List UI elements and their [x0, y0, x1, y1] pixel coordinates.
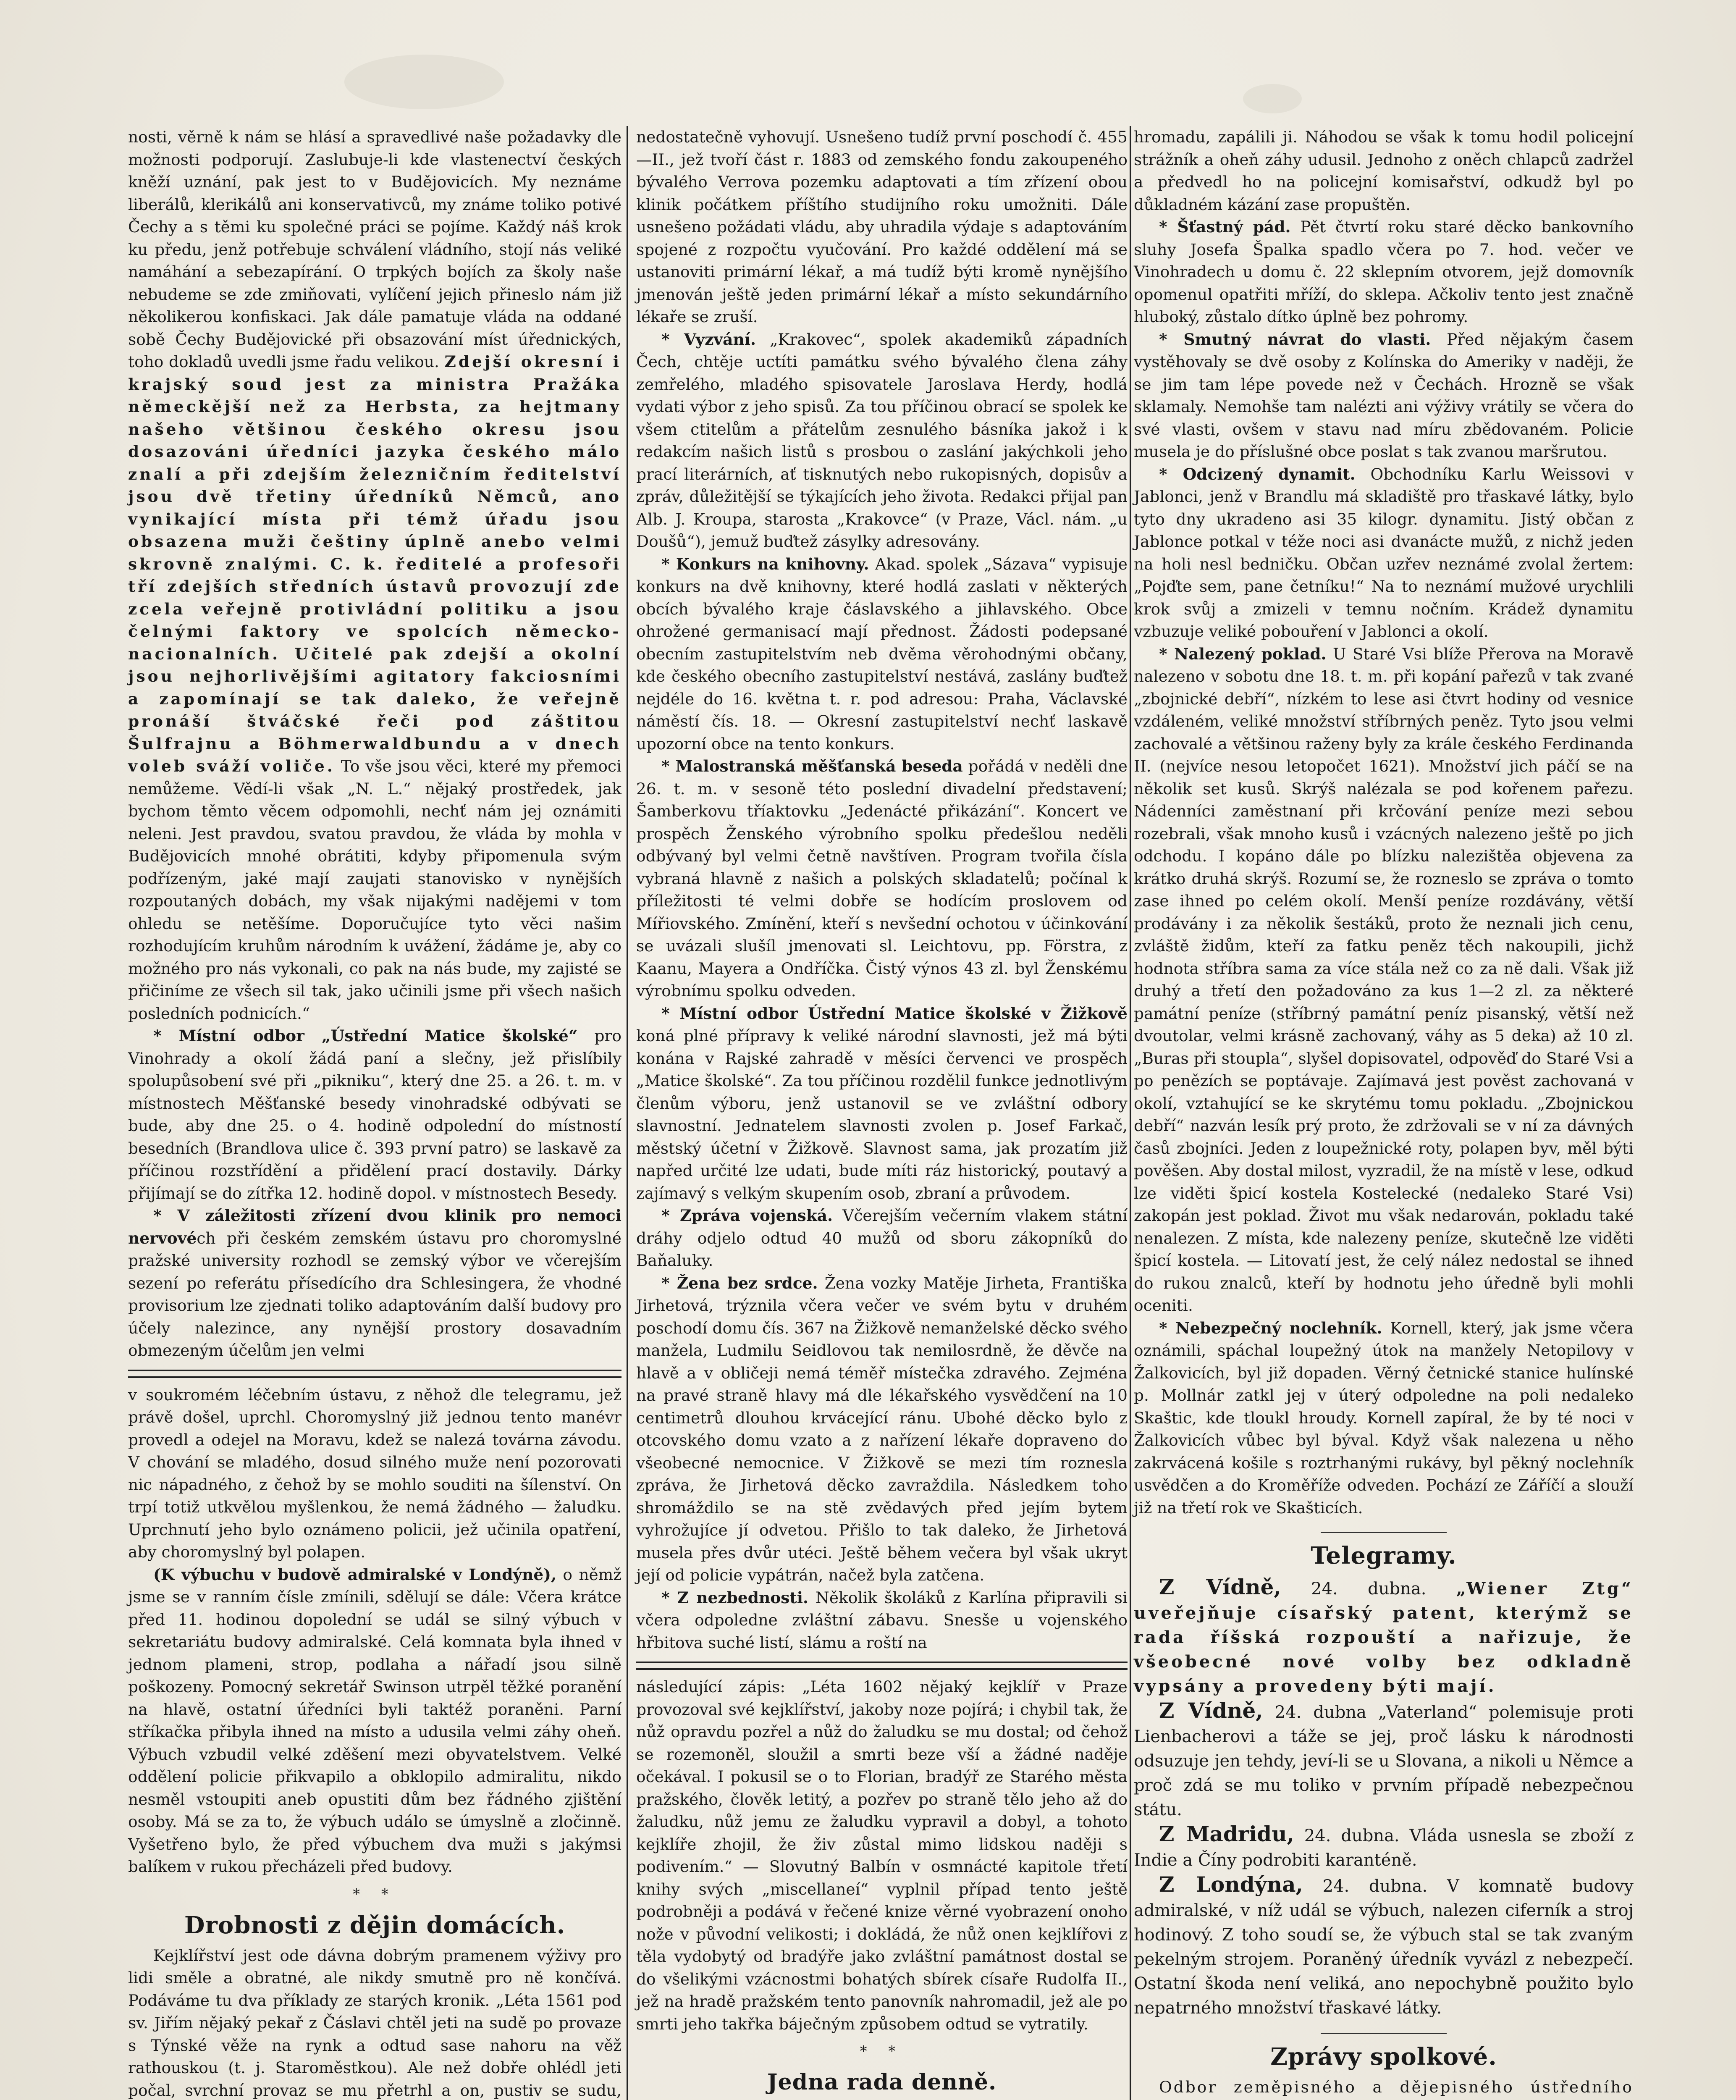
column-rule-2 — [1130, 126, 1131, 2100]
news-item — [1134, 643, 1634, 1317]
telegram-item — [1134, 1822, 1634, 1872]
telegram-location: Z Vídně, — [1159, 1698, 1263, 1723]
news-item-text: pořádá v neděli dne 26. t. m. v sesoně této poslední divadelní představení; Šamberkovu tříaktovku „Jedenácté přikázání“. Koncert ve prospěch Ženského výrobního spolku předešlou neděli odbývaný byl velmi četně navštíven. Program tvořila čísla vybraná hlavně z našich a polských skladatelů; počínal k příležitosti té velmi dobře se hodícím proslovem od Mířiovského. Zmínění, kteří s nevšední ochotou v účinkování se uvázali slušíl jmenovati sl. Leichtovu, pp. Förstra, z Kaanu, Mayera a Ondříčka. Čistý výnos 43 zl. byl Ženskému výrobnímu spolku odveden. — [636, 757, 1128, 1000]
section-heading: Drobnosti z dějin domácích. — [184, 1911, 566, 1939]
news-item-lead: * Z nezbednosti. — [661, 1588, 808, 1607]
news-item-text: ch při českém zemském ústavu pro choromyslné pražské university rozhodl se zemský výbor ve včerejším sezení po referátu přísedícího dra Schlesingera, že vhodné provisorium lze zjednati toliko adaptováním další budovy pro účely nalezince, any nynější prostory dosavadním obmezeným účelům jen velmi — [128, 1228, 621, 1360]
telegram-location: Z Londýna, — [1159, 1872, 1303, 1897]
telegram-text: „Wiener Ztg“ uveřejňuje císařský patent, kterýmž se rada říšská rozpouští a nařizuje, že všeobecné nové volby bez odkladně vypsány a provedeny býti mají. — [1134, 1579, 1634, 1696]
news-item — [636, 1587, 1128, 1654]
article-text: nosti, věrně k nám se hlásí a spravedlivé naše požadavky dle možnosti podporují. Zaslubuje-li kde vlastenectví českých kněží uznání, pak jest to v Budějovicích. My neznáme liberálů, klerikálů ani konservativců, my známe toliko potivé Čechy a s těmi ku společné práci se pojíme. Každý náš krok ku předu, jenž potřebuje schválení vládního, stojí nás veliké namáhání a sebezapírání. O trpkých bojích za školy naše nebudeme se zde zmiňovati, vylíčení jejich přineslo nám již několikerou konfiskaci. Jak dále pamatuje vláda na oddané sobě Čechy Budějovické při obsazování míst úřednických, toho dokladů uvedli jsme řadu velikou. — [128, 128, 621, 371]
news-item-lead: * Šťastný pád. — [1159, 218, 1291, 236]
society-notice — [1134, 2076, 1634, 2100]
section-rule — [128, 1370, 621, 1378]
section-heading: Zprávy spolkové. — [1270, 2043, 1497, 2071]
news-item — [128, 1564, 621, 1878]
news-item — [1134, 328, 1634, 463]
section-heading: Jedna rada denně. — [767, 2069, 997, 2095]
news-item — [1134, 216, 1634, 328]
column-2 — [636, 126, 1128, 2100]
news-item — [1134, 126, 1634, 216]
feuilleton-body: Kejklířství jest ode dávna dobrým pramenem výživy pro lidi směle a obratné, ale nikdy smutně pro ně končívá. Podáváme tu dva příklady ze starých kronik. „Léta 1561 pod sv. Jiřím nějaký pekař z Čáslavi chtěl jeti na sudě po provaze s Týnské věže na rynk a odtud sase nahoru na věž rathouskou (t. j. Staroměstkou). Ale než dobře ohlédl jeti počal, svrchní provaz se mu přetrhl a on, pustiv se sudu, — [128, 1946, 621, 2100]
news-item — [636, 1205, 1128, 1272]
section-stars: * * — [353, 1885, 397, 1903]
news-item-lead: * Konkurs na knihovny. — [661, 554, 869, 573]
news-item-text: Pět čtvrtí roku staré děcko bankovního sluhy Josefa Špalka spadlo včera po 7. hod. večer ve Vinohradech u domu č. 22 sklepním otvorem, jejž domovník opomenul opatřiti mříží, do sklepa. Ačkoliv tento jest značně hluboký, zůstalo dítko úplně bez pohromy. — [1134, 218, 1634, 326]
news-item-text: Akad. spolek „Sázava“ vypisuje konkurs na dvě knihovny, které hodlá zaslati v některých obcích bývalého kraje čáslavského a jihlavského. Obce ohrožené germanisací mají přednost. Žádosti podepsané obecním zastupitelstvím neb dvěma věrohodnými občany, kde českého obecního zastupitelství nestává, zaslány buďtež nejdéle do 16. května t. r. pod adresou: Praha, Václavské náměstí čís. 18. — Okresní zastupitelství nechť laskavě upozorní obce na tento konkurs. — [636, 554, 1128, 753]
news-item — [636, 1003, 1128, 1205]
telegram-text: „Vaterland“ polemisuje proti Lienbacherovi a táže se jej, proč lásku k národnosti odsuzuje jen tehdy, jeví-li se u Slovana, a nikoli u Němce a proč zdá se mu toliko v prvním případě nebezpečnou státu. — [1134, 1703, 1634, 1819]
news-item-text: v soukromém léčebním ústavu, z něhož dle telegramu, jež právě došel, uprchl. Choromyslný již jednou tento manévr provedl a odejel na Moravu, kdež se nalezá továrna závodu. V chování se mladého, dosud silného muže není pozorovati nic nápadného, z čehož by se mohlo souditi na šílenství. On trpí totiž utkvělou myšlenkou, že nemá žádného — žaludku. Uprchnutí jeho bylo oznámeno policii, jež učinila opatření, aby choromyslný byl polapen. — [128, 1385, 621, 1561]
news-item-text: Několik školáků z Karlína připravili si včera odpoledne zvláštní zábavu. Snesše u vojenského hřbitova suché listí, slámu a roští na — [636, 1588, 1128, 1652]
telegram-location: Z Vídně, — [1159, 1575, 1281, 1599]
news-item-text: Obchodníku Karlu Weissovi v Jablonci, jenž v Brandlu má skladiště pro třaskavé látky, bylo tyto dny ukradeno asi 35 kilogr. dynamitu. Jistý občan z Jablonce potkal v téže noci asi dvanácte mužů, z nichž jeden na holi nesl bedničku. Občan uzřev neznámé zvolal žertem: „Pojďte sem, pane četníku!“ Na to neznámí mužové urychlili krok svůj a zmizeli v temnu nočním. Krádež dynamitu vzbuzuje veliké pobouření v Jablonci a okolí. — [1134, 465, 1634, 640]
news-item-text: Žena vozky Matěje Jirheta, Františka Jirhetová, trýznila včera večer ve svém bytu v druhém poschodí domu čís. 367 na Žižkově nemanželské děcko svého manžela, Ludmilu Seidlovou tak nemilosrdně, že děvče na hlavě a v obličeji nemá téměř místečka zdravého. Zejména na pravé straně hlavy má dle lékařského vysvědčení na 10 centimetrů dlouhou krvácející ránu. Ubohé děcko bylo z otcovského domu vzato a z nařízení lékaře dopraveno do všeobecné nemocnice. V Žižkově se mezi tím roznesla zpráva, že Jirhetová děcko zavraždila. Následkem toho shromáždilo se na stě zvědavých před jejím bytem vyhrožujíce jí odvetou. Přišlo to tak daleko, že Jirhetová musela přes dvůr utéci. Ještě během večera byl však ukryt její od policie vypátrán, načež byla zatčena. — [636, 1273, 1128, 1584]
article-paragraph — [128, 126, 621, 1025]
news-item — [636, 553, 1128, 756]
news-item-text: „Krakovec“, spolek akademiků západních Čech, chtěje uctíti památku svého bývalého člena záhy zemřelého, mladého spisovatele Jaroslava Herdy, hodlá vydati výbor z jeho spisů. Za tou příčinou obrací se spolek ke všem ctitelům a přátelům zesnulého básníka jakož i k redakcím našich listů s prosbou o zaslání jakýchkoli jeho prací literárních, ať tisknutých nebo rukopisných, dopisův a zpráv, důležitější se týkajících jeho života. Redakci přijal pan Alb. J. Kroupa, starosta „Krakovce“ (v Praze, Václ. nám. „u Doušů“), jemuž buďtež zásylky adresovány. — [636, 330, 1128, 551]
news-item-text: koná plné přípravy k veliké národní slavnosti, jež má býti konána v Rajské zahradě v měsíci červenci ve prospěch „Matice školské“. Za tou příčinou rozdělil funkce jednotlivým členům výboru, jenž ustanovil se ve zvláštní odbory slavnostní. Jednatelem slavnosti zvolen p. Josef Farkač, městský účetní v Žižkově. Slavnost sama, jak prozatím již napřed určité lze udati, bude míti ráz historický, poutavý a zajímavý s velkým skupením osob, zbraní a průvodem. — [636, 1026, 1128, 1202]
section-heading: Telegramy. — [1311, 1542, 1457, 1570]
article-text-spaced: Zdejší okresní i krajský soud jest za ministra Pražáka německější než za Herbsta, za hejtmany našeho většinou českého okresu jsou dosazováni úředníci jazyka českého málo znalí a při zdejším železničním ředitelství jsou dvě třetiny úředníků Němců, ano vynikající místa při témž úřadu jsou obsazena muži češtiny úplně anebo velmi skrovně znalými. C. k. ředitelé a profesoři tří zdejších středních ústavů provozují zde zcela veřejně protivládní politiku a jsou čelnými faktory ve spolcích německo-nacionalních. Učitelé pak zdejší a okolní jsou nejhorlivějšími agitatory fakciosními a zapomínají se tak daleko, že veřejně pronáší štváčské řeči pod záštitou Šulfrajnu a Böhmerwaldbundu a v dnech voleb sváží voliče. — [128, 352, 621, 775]
page-stain — [344, 55, 504, 109]
news-item-text: o němž jsme se v ranním čísle zmínili, sdělují se dále: Včera krátce před 11. hodinou dopolední se udál se silný výbuch v sekretariátu budovy admiralské. Celá komnata byla ihned v jednom plameni, strop, podlaha a nářadí jsou silně poškozeny. Pomocný sekretář Swinson utrpěl těžké poranění na hlavě, ostatní úředníci byli taktéž poraněni. Parní stříkačka přibyla ihned na místo a udusila velmi záhy oheň. Výbuch vzbudil velké zděšení mezi obyvatelstvem. Velké oddělení policie přikvapilo a obklopilo admiralitu, nikdo nesměl vstoupiti aneb opustiti dům bez řádného zjištění osoby. Má se za to, že výbuch událo se úmyslně a zločinně. Vyšetřeno bylo, že před výbuchem dva muži s jakýmsi balíkem v rukou přecházeli před budovy. — [128, 1565, 621, 1876]
news-item-lead: * Vyzvání. — [661, 330, 756, 349]
telegram-date: 24. dubna. — [1304, 1826, 1400, 1845]
news-item — [636, 755, 1128, 1003]
page-stain — [1243, 84, 1302, 113]
section-stars: * * — [860, 2043, 904, 2060]
telegram-item — [1134, 1872, 1634, 2020]
section-divider — [1321, 1532, 1447, 1533]
news-item — [636, 126, 1128, 328]
feuilleton-text — [636, 1676, 1128, 2035]
news-item-text: hromadu, zapálili ji. Náhodou se však k tomu hodil policejní strážník a oheň záhy udusil. Jednoho z oněch chlapců zadržel a předvedl ho na policejní komisařství, odkudž byl po důkladném kázání zase propuštěn. — [1134, 128, 1634, 214]
news-item-lead: * Žena bez srdce. — [661, 1273, 818, 1292]
news-item-text: U Staré Vsi blíže Přerova na Moravě nalezeno v sobotu dne 18. t. m. při kopání pařezů v tak zvané „zbojnické debří“, nízkém to lese asi čtvrt hodiny od vesnice vzdáleném, veliké množství stříbrných peněz. Tyto jsou velmi zachovalé a většinou raženy byly za krále českého Ferdinanda II. (nejvíce nesou letopočet 1621). Množství jich páčí se na několik set kusů. Skrýš nalézala se pod kořenem pařezu. Nádenníci zaměstnaní při krčování peníze mezi sebou rozebrali, však mnoho kusů i vzácných nalezeno ještě po jich odchodu. I kopáno dále po blízku nalezištěa objevena za krátko druhá skrýš. Rozumí se, že rozneslo se zpráva o tomto zase ihned po celém okolí. Menší peníze rozdávány, větší prodávány i za několik šestáků, proto že neznali jich cenu, zvláště židům, kteří za fatku peněz těch nakoupili, jichž hodnota stříbra sama za více stála než co za ně dali. Však již druhý a třetí den požadováno za kus 1—2 zl. za některé památní peníze (stříbrný památní peníz pisanský, větší než dvoutolar, velmi krásně zachovaný, váhy as 5 deka) až 10 zl. „Buras při stoupla“, slyšel dopisovatel, odpověď do Staré Vsi a po penězích se poptávaje. Zajímavá jest pověst zachovaná v okolí, vztahující se ke skrytému tomu pokladu. „Zbojnickou debří“ nazván lesík prý proto, že zdržovali se v ní za dávných časů zbojníci. Jeden z loupežnické roty, polapen byv, měl býti pověšen. Aby dostal milost, vyzradil, že na místě v lese, odkud lze viděti špicí kostela Kostelecké (nedaleko Staré Vsi) zakopán jest poklad. Život mu však nedarován, pokladu také nenalezen. Z místa, kde nalezeny peníze, skutečně lze viděti špicí kostela. — Litovatí jest, že celý nález nedostal se ihned do rukou znalců, kteří by hodnotu jeho úředně byli mohli oceniti. — [1134, 644, 1634, 1315]
column-1 — [128, 126, 621, 2100]
news-item-lead: * Zpráva vojenská. — [661, 1206, 833, 1225]
news-item — [128, 1384, 621, 1564]
telegram-location: Z Madridu, — [1159, 1822, 1294, 1846]
feuilleton-text — [128, 1945, 621, 2100]
telegram-text: Vláda usnesla se zboží z Indie a Číny podrobiti karanténě. — [1134, 1826, 1634, 1870]
news-item-text: nedostatečně vyhovují. Usnešeno tudíž první poschodí č. 455—II., jež tvoří část r. 1883 od zemského fondu zakoupeného bývalého Verrova pozemku adaptovati a tím zřízení obou klinik počátkem příštího studijního roku umožniti. Dále usnešeno požádati vládu, aby uhradila výdaje s adaptováním spojené z rozpočtu vyučování. Pro každé oddělení má se ustanoviti primární lékař, a má tudíž býti kromě nynějšího jmenován ještě jeden primární lékař a místo sekundárního lékaře se zruší. — [636, 128, 1128, 326]
news-item — [128, 1025, 621, 1205]
news-item-lead: * Smutný návrat do vlasti. — [1159, 330, 1431, 349]
news-item-text: pro Vinohrady a okolí žádá paní a slečny, jež přislíbily spolupůsobení své při „pikniku“, který dne 25. a 26. t. m. v místnostech Měšťanské besedy vinohradské odbývati se bude, aby dne 25. o 4. hodině odpolední do místností besedních (Brandlova ulice č. 393 první patro) se laskavě za příčinou rozstřídění a přidělení prací dostavily. Dárky přijímají se do zítřka 12. hodině dopol. v místnostech Besedy. — [128, 1026, 621, 1202]
section-rule — [636, 1662, 1128, 1670]
news-item-lead: * Odcizený dynamit. — [1159, 465, 1356, 483]
telegram-date: 24. dubna — [1274, 1703, 1366, 1722]
news-item-lead: * Malostranská měšťanská beseda — [661, 757, 963, 775]
section-divider — [1321, 2033, 1447, 2034]
news-item-lead: * Místní odbor „Ústřední Matice školské“ — [153, 1026, 578, 1045]
feuilleton-body: následující zápis: „Léta 1602 nějaký kejklíř v Praze provozoval své kejklířství, jakoby noze pojírá; i chybil tak, že nůž opravdu pozřel a nůž do žaludku se mu dostal; od čehož se rozemoněl, sloužil a smrti beze vší a žádné naděje očekával. I pokusil se o to Florian, bradýř ze Starého města pražského, člověk letitý, a pozřev po straně tělo jeho až do žaludku, nůž jemu ze žaludku vypravil a dobyl, a tohoto kejklíře zhojil, že živ zůstal mimo lidskou naději s podivením.“ — Slovutný Balbín v osmnácté kapitole třetí knihy svých „miscellaneí“ vyplnil případ tento ještě podrobněji a podává v řečené knize věrné vyobrazení onoho nože v původní velikosti; i dokládá, že nůž onen kejklířovi z těla vydobytý od bradýře jako zvláštní památnost dostal se do všelikými vzácnostmi bohatých sbírek císaře Rudolfa II., jež na hradě pražském tento panovník nahromadil, jež ale po smrti jeho takřka báječným způsobem odtud se vytratily. — [636, 1677, 1128, 2033]
news-item — [1134, 1317, 1634, 1520]
news-item-lead: * V záležitosti zřízení dvou klinik pro nemoci nervové — [128, 1206, 621, 1247]
society-notice-text: Odbor zeměpisného a dějepisného ústředního — [1159, 2078, 1634, 2096]
telegram-item — [1134, 1575, 1634, 1698]
news-item — [636, 1272, 1128, 1587]
news-item — [1134, 463, 1634, 643]
telegram-date: 24. dubna. — [1311, 1579, 1427, 1599]
article-text: To vše jsou věci, které my přemoci nemůžeme. Vědí-li však „N. L.“ nějaký prostředek, jak bychom těmto věcem odpomohli, nechť nám jej oznámiti neleni. Jest pravdou, svatou pravdou, že vláda by mohla v Budějovicích mnohé obrátiti, kdyby připomenula svým podřízeným, jaké mají zaujati stanovisko v nynějších rozpoutaných dobách, my však nijakými nadějemi v tom ohledu se netěšíme. Doporučujíce tyto věci našim rozhodujícím kruhům národním k uvážení, žádáme je, aby co možného pro nás vykonali, co pak na nás bude, my zajisté se přičiníme ze všech sil tak, jako učinili jsme při všech našich posledních podnicích.“ — [128, 757, 621, 1023]
news-item — [128, 1205, 621, 1362]
telegram-item — [1134, 1698, 1634, 1822]
column-3 — [1134, 126, 1634, 2100]
news-item — [636, 328, 1128, 553]
news-item-lead: (K výbuchu v budově admiralské v Londýně), — [153, 1565, 556, 1584]
telegram-date: 24. dubna. — [1322, 1877, 1428, 1896]
telegram-text: V komnatě budovy admiralské, v níž udál se výbuch, nalezen ciferník a stroj hodinový. Z toho soudí se, že výbuch stal se tak zvaným pekelným strojem. Poraněný úředník vyvázl z nebezpečí. Ostatní škoda není veliká, ano nepochybně použito bylo nepatrného množství třaskavé látky. — [1134, 1877, 1634, 2018]
news-item-text: Před nějakým časem vystěhovaly se dvě osoby z Kolínska do Ameriky v naději, že se jim tam lépe povede než v Čechách. Hrozně se však sklamaly. Nemohše tam nalézti ani výživy vrátily se včera do své vlasti, ovšem v stavu nad míru zbědovaném. Policie musela je do příslušné obce poslat s tak zvanou maršrutou. — [1134, 330, 1634, 461]
news-item-lead: * Nalezený poklad. — [1159, 644, 1327, 663]
news-item-text: Kornell, který, jak jsme včera oznámili, spáchal loupežný útok na manžely Netopilovy v Žalkovicích, byl již dopaden. Věrný četnické stanice hulínské p. Mollnár zatkl jej v úterý odpoledne na poli nedaleko Skaštic, kde tloukl hroudy. Kornell zapíral, že by té noci v Žalkovicích vůbec byl býval. Když však nalezena u něho zakrvácená košile s roztrhanými rukávy, byl pěkný noclehník usvědčen a do Kroměříže odveden. Pochází ze Záříčí a slouží již na třetí rok ve Skašticích. — [1134, 1318, 1634, 1517]
column-rule-1 — [627, 126, 628, 2100]
news-item-lead: * Nebezpečný noclehník. — [1159, 1318, 1382, 1337]
telegram-list — [1134, 1575, 1634, 2020]
news-item-text: Včerejším večerním vlakem státní dráhy odjelo odtud 40 mužů od sboru zákopníků do Baňaluky. — [636, 1206, 1128, 1270]
news-item-lead: * Místní odbor Ústřední Matice školské v Žižkově — [661, 1004, 1128, 1023]
